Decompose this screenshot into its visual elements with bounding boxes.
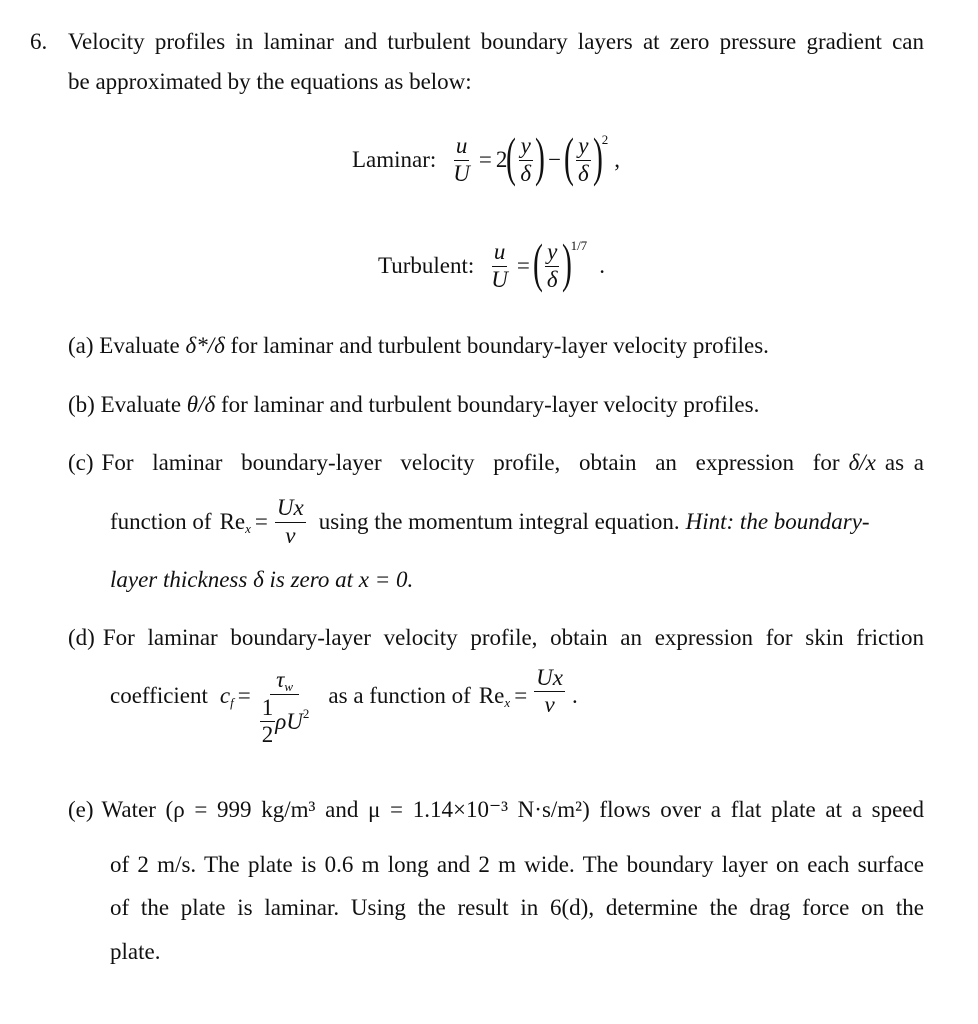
text: coefficient: [110, 683, 208, 708]
reynolds-symbol: Re: [219, 509, 246, 534]
part-c-line-1: [68, 449, 924, 477]
part-e-line-1: [68, 796, 924, 824]
part-e-line-3: of the plate is laminar. Using the result in 6(d), determine the drag force on the: [110, 895, 924, 920]
question-number: 6.: [30, 29, 48, 54]
exponent: 1/7: [570, 238, 588, 253]
fraction-denominator: U: [453, 160, 470, 186]
subscript: w: [284, 679, 294, 694]
fraction-denominator: U: [491, 266, 508, 292]
text: Evaluate: [99, 333, 180, 358]
text: For laminar boundary-layer velocity profile, obtain an expression for: [101, 450, 840, 475]
laminar-label: Laminar:: [352, 147, 437, 172]
part-label: (c): [68, 450, 94, 475]
fraction-denominator: δ: [578, 160, 589, 186]
fraction-denominator: δ: [546, 266, 558, 292]
fraction-numerator: y: [519, 134, 533, 160]
part-label: (d): [68, 625, 95, 650]
text: function of: [110, 509, 212, 534]
fraction-numerator: u: [454, 134, 470, 160]
text: For laminar boundary-layer velocity profile, obtain an expression for skin friction: [102, 625, 924, 650]
part-c-hint: layer thickness δ is zero at x = 0.: [110, 567, 414, 592]
fraction-denominator: ν: [285, 522, 296, 548]
fraction-numerator: 1: [260, 696, 276, 722]
text: as a function of: [328, 683, 471, 708]
text: for laminar and turbulent boundary-layer velocity profiles.: [230, 333, 769, 358]
part-label: (b): [68, 392, 95, 417]
intro-line-1: Velocity profiles in laminar and turbulent boundary layers at zero pressure gradient can: [68, 29, 924, 54]
symbol: δ*/δ: [185, 333, 225, 358]
part-a: [68, 332, 769, 360]
rho-u-term: ρU: [275, 708, 303, 734]
tau-symbol: τ: [276, 667, 285, 692]
fraction-numerator: Ux: [275, 496, 306, 522]
turbulent-equation: Turbulent: $\frac{u}{U}$ = ( $\frac{y}{\delta}$ ) 1/7 .: [378, 233, 605, 293]
part-label: (e): [68, 797, 94, 822]
coefficient: 2: [495, 147, 508, 172]
fraction-denominator: δ: [520, 160, 532, 186]
fraction-numerator: Ux: [534, 666, 565, 692]
part-b: [68, 391, 759, 419]
punctuation: .: [572, 683, 578, 708]
reynolds-symbol: Re: [478, 683, 505, 708]
turbulent-label: Turbulent:: [378, 253, 475, 278]
text: as a: [884, 450, 924, 475]
part-e-line-2: of 2 m/s. The plate is 0.6 m long and 2 m wide. The boundary layer on each surface: [110, 852, 924, 877]
punctuation: ,: [614, 147, 620, 172]
cf-symbol: c: [219, 683, 231, 708]
text: Evaluate: [100, 392, 182, 417]
punctuation: .: [599, 253, 605, 278]
laminar-equation: Laminar: $\frac{u}{U}$ = 2 ( $\frac{y}{\delta}$ ) − ( $\frac{y}{\delta}$ ) 2 ,: [352, 127, 620, 187]
subscript: x: [504, 695, 511, 710]
part-label: (a): [68, 333, 94, 358]
symbol: θ/δ: [186, 392, 216, 417]
fraction-denominator: ν: [544, 692, 555, 718]
part-d-line-2: coefficient c f = τw $\frac{1}{2}$ ρU 2 as a function of Re x = $\frac{Ux}{\nu}$ .: [110, 665, 578, 748]
subscript: f: [230, 695, 234, 710]
fraction-numerator: y: [576, 134, 590, 160]
hint-text: Hint: the boundary-: [685, 509, 870, 534]
exponent: 2: [302, 705, 310, 721]
text: for laminar and turbulent boundary-layer velocity profiles.: [220, 392, 760, 417]
part-c-line-2: function of Re x = $\frac{Ux}{\nu}$ using the momentum integral equation. Hint: the boundary-: [110, 495, 870, 548]
fraction-numerator: y: [545, 240, 559, 266]
exponent: 2: [601, 132, 609, 147]
intro-line-2: be approximated by the equations as below:: [68, 69, 472, 94]
text: Water (ρ = 999 kg/m³ and μ = 1.14×10⁻³ N·s/m²) flows over a flat plate at a speed: [101, 797, 924, 822]
part-d-line-1: [68, 624, 924, 652]
fraction-numerator: u: [492, 240, 508, 266]
symbol: δ/x: [848, 450, 876, 475]
fraction-denominator: 2: [261, 722, 274, 748]
text: using the momentum integral equation.: [318, 509, 680, 534]
subscript: x: [245, 521, 251, 536]
part-e-line-4: plate.: [110, 939, 161, 964]
